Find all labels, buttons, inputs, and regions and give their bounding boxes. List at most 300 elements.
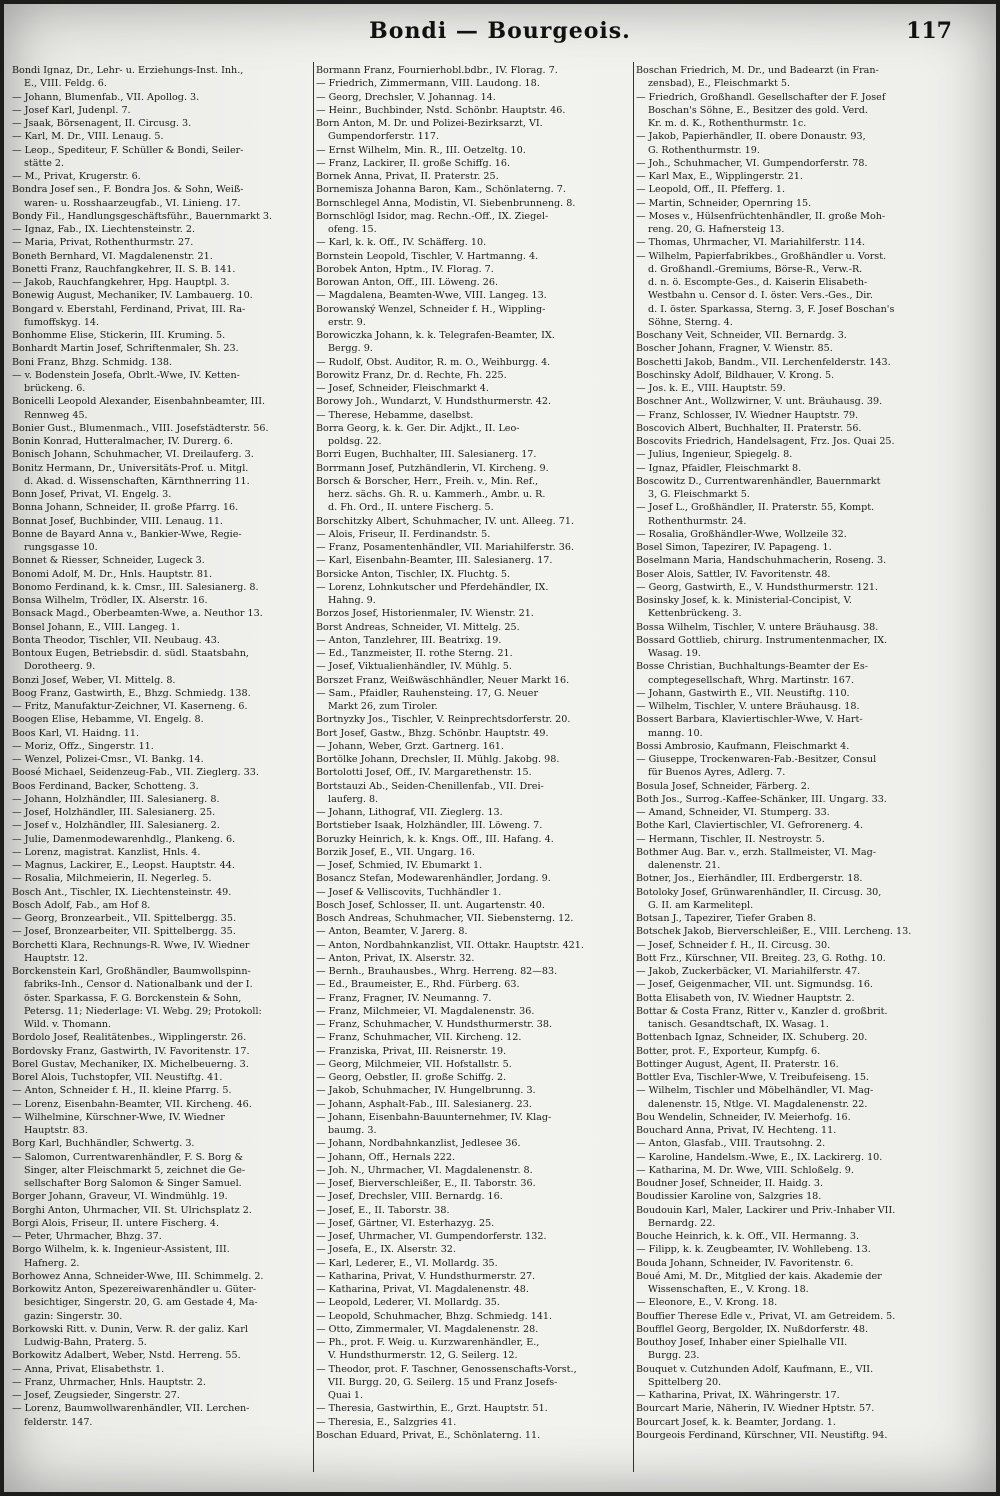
directory-entry-line: Singer, alter Fleischmarkt 5, zeichnet die Ge- xyxy=(24,1164,246,1176)
directory-entry-line: Boruzky Heinrich, k. k. Kngs. Off., III. Hafang. 4. xyxy=(316,833,554,845)
directory-entry-line: — Friedrich, Zimmermann, VIII. Laudong. 18. xyxy=(316,78,540,90)
directory-entry-line: — Franz, Uhrmacher, Hnls. Hauptstr. 2. xyxy=(12,1376,206,1388)
directory-entry-line: Borsicke Anton, Tischler, IX. Fluchtg. 5. xyxy=(316,568,511,580)
directory-entry-line: — Karl, Eisenbahn-Beamter, III. Salesianerg. 17. xyxy=(316,555,553,567)
directory-entry-line: Bort Josef, Gastw., Bhzg. Schönbr. Hauptstr. 49. xyxy=(316,727,549,739)
directory-entry-line: Botsan J., Tapezirer, Tiefer Graben 8. xyxy=(636,913,817,924)
directory-entry-line: Bouda Johann, Schneider, IV. Favoritenstr. 6. xyxy=(636,1257,854,1269)
directory-entry-line: Bonicelli Leopold Alexander, Eisenbahnbeamter, III. xyxy=(12,396,266,408)
directory-entry-line: herz. sächs. Gh. R. u. Kammerh., Ambr. u. R. xyxy=(328,489,546,500)
directory-entry-line: Boscowitz D., Currentwarenhändler, Bauernmarkt xyxy=(636,475,881,487)
directory-entry-line: Bonna Johann, Schneider, II. große Pfarrg. 16. xyxy=(12,502,239,514)
directory-entry-line: Boscovits Friedrich, Handelsagent, Frz. Jos. Quai 25. xyxy=(636,436,895,447)
directory-entry-line: Bosch Adolf, Fab., am Hof 8. xyxy=(12,899,151,911)
directory-entry-line: — Franz, Posamentenhändler, VII. Mariahilferstr. 36. xyxy=(316,542,575,553)
directory-entry-line: Borowitz Franz, Dr. d. Rechte, Fh. 225. xyxy=(316,369,507,381)
directory-entry-line: Bonitz Hermann, Dr., Universitäts-Prof. u. Mitgl. xyxy=(12,462,249,474)
directory-entry-line: Bortstauzi Ab., Seiden-Chenillenfab., VII. Drei- xyxy=(316,780,544,792)
directory-entry-line: Boselmann Maria, Handschuhmacherin, Roseng. 3. xyxy=(636,555,887,567)
directory-entry-line: — Josef v., Holzhändler, III. Salesianerg. 2. xyxy=(12,820,220,832)
directory-entry-line: — Ph., prot. F. Weig. u. Kurzwarenhändler, E., xyxy=(316,1337,540,1348)
directory-entry-line: Bortolotti Josef, Off., IV. Margarethenstr. 15. xyxy=(316,767,532,779)
directory-entry-line: — Johann, Eisenbahn-Bauunternehmer, IV. Klag- xyxy=(316,1111,552,1123)
directory-entry-line: Boschan's Söhne, E., Besitzer des gold. Verd. xyxy=(648,104,868,116)
directory-entry-line: dalenenstr. 21. xyxy=(648,860,721,871)
directory-entry-line: Botta Elisabeth von, IV. Wiedner Hauptstr. 2. xyxy=(636,992,855,1004)
directory-entry-line: Bottler Eva, Tischler-Wwe, V. Treibufeiseng. 15. xyxy=(636,1072,869,1083)
directory-entry-line: — Thomas, Uhrmacher, VI. Mariahilferstr. 114. xyxy=(636,237,865,249)
directory-entry-line: d. Großhandl.-Gremiums, Börse-R., Verw.-R. xyxy=(648,263,863,275)
directory-entry-line: tanisch. Gesandtschaft, IX. Wasag. 1. xyxy=(648,1019,829,1030)
directory-entry-line: V. Hundsthurmerstr. 12, G. Seilerg. 12. xyxy=(328,1350,518,1362)
directory-entry-line: — Johann, Holzhändler, III. Salesianerg. 8. xyxy=(12,793,220,805)
directory-entry-line: felderstr. 147. xyxy=(24,1416,93,1428)
page-header xyxy=(4,18,996,54)
directory-entry-line: — Filipp, k. k. Zeugbeamter, IV. Wohllebeng. 13. xyxy=(636,1244,871,1256)
directory-entry-line: Bornemisza Johanna Baron, Kam., Schönlaterng. 7. xyxy=(316,184,566,196)
directory-entry-line: Bonomi Adolf, M. Dr., Hnls. Hauptstr. 81. xyxy=(12,568,213,580)
directory-entry-line: — Leopold, Lederer, VI. Mollardg. 35. xyxy=(316,1297,500,1309)
directory-entry-line: — Franz, Lackirer, II. große Schiffg. 16. xyxy=(316,157,511,169)
directory-entry-line: Boog Franz, Gastwirth, E., Bhzg. Schmiedg. 138. xyxy=(12,687,251,699)
directory-entry-line: — Georg, Bronzearbeit., VII. Spittelbergg. 35. xyxy=(12,913,236,924)
directory-entry-line: Bourgeois Ferdinand, Kürschner, VII. Neustiftg. 94. xyxy=(636,1429,888,1441)
directory-entry-line: — Julius, Ingenieur, Spiegelg. 8. xyxy=(636,449,793,461)
directory-entry-line: waren- u. Rosshaarzeugfab., VI. Linieng. 17. xyxy=(24,197,241,209)
directory-entry-line: Bordovsky Franz, Gastwirth, IV. Favoritenstr. 17. xyxy=(12,1045,250,1057)
directory-entry-line: VII. Burgg. 20, G. Seilerg. 15 und Franz Josefs- xyxy=(328,1376,558,1388)
directory-entry-line: ofeng. 15. xyxy=(328,224,377,235)
directory-entry-line: Hafnerg. 2. xyxy=(24,1257,80,1269)
directory-entry-line: Wissenschaften, E., V. Krong. 18. xyxy=(648,1284,809,1295)
directory-entry-line: Söhne, Sterng. 4. xyxy=(648,316,733,328)
directory-entry-line: Boser Alois, Sattler, IV. Favoritenstr. 48. xyxy=(636,568,831,580)
directory-entry-line: Borhowez Anna, Schneider-Wwe, III. Schimmelg. 2. xyxy=(12,1270,264,1282)
running-head: Bondi — Bourgeois. xyxy=(369,18,631,44)
directory-entry-line: Boudissier Karoline von, Salzgries 18. xyxy=(636,1191,822,1203)
directory-entry-line: Borghi Anton, Uhrmacher, VII. St. Ulrichsplatz 2. xyxy=(12,1204,252,1216)
directory-entry-line: — Katharina, Privat, IX. Währingerstr. 17. xyxy=(636,1390,840,1401)
directory-entry-line: d. n. ö. Escompte-Ges., d. Kaiserin Elisabeth- xyxy=(648,277,868,288)
directory-entry-line: G. Rothenthurmstr. 19. xyxy=(648,144,760,156)
directory-entry-line: zensbad), E., Fleischmarkt 5. xyxy=(648,78,791,90)
directory-entry-line: Borger Johann, Graveur, VI. Windmühlg. 19. xyxy=(12,1191,228,1203)
directory-entry-line: — Johann, Off., Hernals 222. xyxy=(316,1151,456,1163)
directory-entry-line: — Johann, Blumenfab., VII. Apollog. 3. xyxy=(12,91,200,103)
directory-entry-line: Hauptstr. 83. xyxy=(24,1125,88,1136)
directory-entry-line: — Georg, Drechsler, V. Johannag. 14. xyxy=(316,91,496,103)
directory-entry-line: Quai 1. xyxy=(328,1390,364,1401)
directory-entry-line: lauferg. 8. xyxy=(328,793,379,805)
directory-entry-line: — Jsaak, Börsenagent, II. Circusg. 3. xyxy=(12,118,192,129)
directory-entry-line: poldsg. 22. xyxy=(328,436,382,447)
directory-entry-line: — M., Privat, Krugerstr. 6. xyxy=(12,171,141,182)
directory-entry-line: Bossard Gottlieb, chirurg. Instrumentenmacher, IX. xyxy=(636,634,888,646)
directory-entry-line: Bormann Franz, Fournierhobl.bdbr., IV. Florag. 7. xyxy=(316,65,558,76)
directory-entry-line: Bornstein Leopold, Tischler, V. Hartmanng. 4. xyxy=(316,250,539,262)
directory-entry-line: — Franziska, Privat, III. Reisnerstr. 19. xyxy=(316,1045,507,1057)
directory-entry-line: fabriks-Inh., Censor d. Nationalbank und der I. xyxy=(24,979,253,991)
directory-entry-line: Borra Georg, k. k. Ger. Dir. Adjkt., II. Leo- xyxy=(316,422,520,434)
directory-entry-line: Bonsack Magd., Oberbeamten-Wwe, a. Neuthor 13. xyxy=(12,608,263,620)
directory-entry-line: Bonier Gust., Blumenmach., VIII. Josefstädterstr. 56. xyxy=(12,422,269,434)
directory-entry-line: Bouffier Therese Edle v., Privat, VI. am Getreidem. 5. xyxy=(636,1310,896,1322)
directory-entry-line: — Ignaz, Pfaidler, Fleischmarkt 8. xyxy=(636,462,802,474)
directory-entry-line: — Karl, k. k. Off., IV. Schäfferg. 10. xyxy=(316,237,487,249)
directory-entry-line: — Martin, Schneider, Opernring 15. xyxy=(636,197,812,209)
directory-entry-line: Bou Wendelin, Schneider, IV. Meierhofg. 16. xyxy=(636,1111,851,1123)
directory-entry-line: Bosch Ant., Tischler, IX. Liechtensteinstr. 49. xyxy=(12,886,232,898)
directory-page xyxy=(4,4,996,1492)
directory-entry-line: — Franz, Schuhmacher, VII. Kircheng. 12. xyxy=(316,1032,522,1044)
directory-entry-line: Bonhomme Elise, Stickerin, III. Kruming. 5. xyxy=(12,330,226,341)
directory-entry-line: Dorotheerg. 9. xyxy=(24,661,96,673)
directory-entry-line: — Wilhelmine, Kürschner-Wwe, IV. Wiedner xyxy=(12,1111,225,1123)
directory-entry-line: Bortstieber Isaak, Holzhändler, III. Löweng. 7. xyxy=(316,820,543,832)
directory-entry-line: — Magnus, Lackirer, E., Leopst. Hauptstr. 44. xyxy=(12,860,235,871)
directory-entry-line: — Theresia, Gastwirthin, E., Grzt. Hauptstr. 51. xyxy=(316,1403,548,1415)
directory-entry-line: Bothmer Aug. Bar. v., erzh. Stallmeister, VI. Mag- xyxy=(636,846,877,858)
directory-entry-line: Bosch Andreas, Schuhmacher, VII. Siebensterng. 12. xyxy=(316,913,574,924)
directory-entry-line: Bergg. 9. xyxy=(328,343,373,355)
directory-entry-line: Wasag. 19. xyxy=(648,648,701,659)
directory-entry-line: — Leop., Spediteur, F. Schüller & Bondi, Seiler- xyxy=(12,144,244,156)
directory-entry-line: Burgg. 23. xyxy=(648,1350,700,1362)
directory-entry-line: Borzik Josef, E., VII. Ungarg. 16. xyxy=(316,846,475,858)
directory-entry-line: Bouthoy Josef, Inhaber einer Spielhalle VII. xyxy=(636,1337,848,1348)
directory-entry-line: Both Jos., Surrog.-Kaffee-Schänker, III. Ungarg. 33. xyxy=(636,793,887,805)
directory-entry-line: Borschitzky Albert, Schuhmacher, IV. unt. Alleeg. 71. xyxy=(316,515,575,527)
directory-entry-line: — Leopold, Off., II. Pfefferg. 1. xyxy=(636,184,786,196)
directory-entry-line: Bosch Josef, Schlosser, II. unt. Augartenstr. 40. xyxy=(316,899,545,911)
directory-entry-line: Bondy Fil., Handlungsgeschäftsführ., Bauernmarkt 3. xyxy=(12,210,273,222)
directory-entry-line: — Anton, Privat, IX. Alserstr. 32. xyxy=(316,952,475,964)
directory-entry-line: rungsgasse 10. xyxy=(24,542,98,553)
directory-entry-line: Rothenthurmstr. 24. xyxy=(648,515,747,527)
directory-column-2 xyxy=(316,64,632,1484)
directory-entry-line: — Lorenz, Baumwollwarenhändler, VII. Lerchen- xyxy=(12,1403,250,1415)
directory-entry-line: Born Anton, M. Dr. und Polizei-Bezirksarzt, VI. xyxy=(316,118,543,129)
directory-entry-line: Borobek Anton, Hptm., IV. Florag. 7. xyxy=(316,263,494,275)
page-number: 117 xyxy=(906,18,952,44)
directory-entry-line: — Fritz, Manufaktur-Zeichner, VI. Kaserneng. 6. xyxy=(12,701,248,712)
directory-entry-line: comptegesellschaft, Whrg. Martinstr. 167. xyxy=(648,674,855,686)
directory-entry-line: Borgo Wilhelm, k. k. Ingenieur-Assistent, III. xyxy=(12,1244,230,1256)
directory-entry-line: Wild. v. Thomann. xyxy=(24,1019,112,1030)
directory-entry-line: Rennweg 45. xyxy=(24,409,88,421)
directory-entry-line: Bonzi Josef, Weber, VI. Mittelg. 8. xyxy=(12,674,176,686)
directory-entry-line: Botschek Jakob, Bierverschleißer, E., VIII. Lercheng. 13. xyxy=(636,926,912,938)
directory-entry-line: Botter, prot. F., Exporteur, Kumpfg. 6. xyxy=(636,1045,821,1057)
directory-entry-line: Bonnet & Riesser, Schneider, Lugeck 3. xyxy=(12,555,205,567)
directory-entry-line: — Georg, Milchmeier, VII. Hofstallstr. 5. xyxy=(316,1058,512,1070)
directory-entry-line: Bourcart Marie, Näherin, IV. Wiedner Hptstr. 57. xyxy=(636,1403,875,1415)
directory-entry-line: — Anton, Beamter, V. Jarerg. 8. xyxy=(316,926,468,938)
directory-entry-line: Borel Gustav, Mechaniker, IX. Michelbeuerng. 3. xyxy=(12,1058,249,1070)
directory-entry-line: — Theresia, E., Salzgries 41. xyxy=(316,1416,457,1428)
directory-entry-line: manng. 10. xyxy=(648,727,703,739)
directory-entry-line: — v. Bodenstein Josefa, Obrlt.-Wwe, IV. Ketten- xyxy=(12,369,240,381)
directory-entry-line: — Ernst Wilhelm, Min. R., III. Oetzeltg. 10. xyxy=(316,144,526,156)
directory-entry-line: Boogen Elise, Hebamme, VI. Engelg. 8. xyxy=(12,714,204,726)
directory-entry-line: sellschafter Borg Salomon & Singer Samuel. xyxy=(24,1178,242,1189)
directory-entry-line: Bonhardt Martin Josef, Schriftenmaler, Sh. 23. xyxy=(12,343,239,355)
directory-entry-line: — Josef, Bierverschleißer, E., II. Taborstr. 36. xyxy=(316,1178,536,1189)
directory-entry-line: — Peter, Uhrmacher, Bhzg. 37. xyxy=(12,1231,162,1242)
directory-entry-line: Bonsel Johann, E., VIII. Langeg. 1. xyxy=(12,621,180,633)
directory-entry-line: d. Fh. Ord., II. untere Fischerg. 5. xyxy=(328,502,494,514)
directory-entry-line: Borszet Franz, Weißwäschhändler, Neuer Markt 16. xyxy=(316,674,570,686)
directory-entry-line: — Anton, Nordbahnkanzlist, VII. Ottakr. Hauptstr. 421. xyxy=(316,939,584,951)
directory-entry-line: — Josefa, E., IX. Alserstr. 32. xyxy=(316,1244,456,1256)
directory-entry-line: Borowiczka Johann, k. k. Telegrafen-Beamter, IX. xyxy=(316,330,555,341)
directory-entry-line: Bottar & Costa Franz, Ritter v., Kanzler d. großbrit. xyxy=(636,1005,888,1017)
directory-entry-line: — Maria, Privat, Rothenthurmstr. 27. xyxy=(12,237,194,249)
directory-entry-line: — Anna, Privat, Elisabethstr. 1. xyxy=(12,1363,165,1375)
directory-entry-line: d. I. öster. Sparkassa, Sterng. 3, F. Josef Boschan's xyxy=(648,303,895,315)
directory-entry-line: Botoloky Josef, Grünwarenhändler, II. Circusg. 30, xyxy=(636,886,882,898)
column-divider xyxy=(313,62,314,1472)
directory-entry-line: Borst Andreas, Schneider, VI. Mittelg. 25. xyxy=(316,621,520,633)
directory-entry-line: — Josef, Viktualienhändler, IV. Mühlg. 5. xyxy=(316,661,512,673)
directory-entry-line: Bonnat Josef, Buchbinder, VIII. Lenaug. 11. xyxy=(12,515,223,527)
directory-entry-line: reng. 20, G. Hafnersteig 13. xyxy=(648,224,785,235)
directory-entry-line: Boschany Veit, Schneider, VII. Bernardg. 3. xyxy=(636,330,847,341)
directory-entry-line: — Giuseppe, Trockenwaren-Fab.-Besitzer, Consul xyxy=(636,754,877,765)
directory-entry-line: Bothe Karl, Claviertischler, VI. Gefrorenerg. 4. xyxy=(636,820,864,832)
directory-entry-line: Boufflel Georg, Bergolder, IX. Nußdorferstr. 48. xyxy=(636,1323,869,1335)
directory-entry-line: baumg. 3. xyxy=(328,1125,377,1136)
directory-entry-line: — Julie, Damenmodewarenhdlg., Plankeng. 6. xyxy=(12,833,236,845)
directory-entry-line: — Lorenz, Eisenbahn-Beamter, VII. Kircheng. 46. xyxy=(12,1098,252,1110)
directory-entry-line: — Bernh., Brauhausbes., Whrg. Herreng. 82—83. xyxy=(316,966,558,977)
directory-entry-line: Boni Franz, Bhzg. Schmidg. 138. xyxy=(12,356,172,368)
directory-entry-line: Bornek Anna, Privat, II. Praterstr. 25. xyxy=(316,171,499,182)
directory-entry-line: Bondra Josef sen., F. Bondra Jos. & Sohn, Weiß- xyxy=(12,184,244,196)
directory-entry-line: Bonewig August, Mechaniker, IV. Lambauerg. 10. xyxy=(12,290,253,302)
directory-entry-line: Bornschlegel Anna, Modistin, VI. Siebenbrunneng. 8. xyxy=(316,197,576,209)
directory-entry-line: Boschner Ant., Wollzwirner, V. unt. Bräuhausg. 39. xyxy=(636,396,883,408)
directory-entry-line: — Theodor, prot. F. Taschner, Genossenschafts-Vorst., xyxy=(316,1363,577,1375)
directory-entry-line: — Johann, Nordbahnkanzlist, Jedlesee 36. xyxy=(316,1138,521,1150)
directory-entry-line: Bonne de Bayard Anna v., Bankier-Wwe, Regie- xyxy=(12,528,242,540)
directory-entry-line: Kr. m. d. K., Rothenthurmstr. 1c. xyxy=(648,118,807,129)
directory-entry-line: Borzos Josef, Historienmaler, IV. Wienstr. 21. xyxy=(316,608,534,620)
directory-entry-line: Bouchard Anna, Privat, IV. Hechteng. 11. xyxy=(636,1125,837,1136)
directory-entry-line: — Ed., Braumeister, E., Rhd. Fürberg. 63. xyxy=(316,979,520,991)
directory-column-3 xyxy=(636,64,968,1484)
directory-entry-line: Bonin Konrad, Hutteralmacher, IV. Durerg. 6. xyxy=(12,436,233,447)
directory-entry-line: öster. Sparkassa, F. G. Borckenstein & Sohn, xyxy=(24,992,242,1004)
directory-entry-line: Bonn Josef, Privat, VI. Engelg. 3. xyxy=(12,489,172,500)
directory-entry-line: — Lorenz, Lohnkutscher und Pferdehändler, IX. xyxy=(316,581,549,593)
directory-entry-line: — Hermann, Tischler, II. Nestroystr. 5. xyxy=(636,833,825,845)
directory-entry-line: — Sam., Pfaidler, Rauhensteing. 17, G. Neuer xyxy=(316,687,539,699)
directory-entry-line: Bosel Simon, Tapezirer, IV. Papageng. 1. xyxy=(636,542,832,553)
directory-entry-line: Botner, Jos., Eierhändler, III. Erdbergerstr. 18. xyxy=(636,873,863,885)
directory-entry-line: Bott Frz., Kürschner, VII. Breiteg. 23, G. Rothg. 10. xyxy=(636,952,886,964)
directory-entry-line: Hahng. 9. xyxy=(328,595,376,606)
directory-entry-line: — Karoline, Handelsm.-Wwe, E., IX. Lackirerg. 10. xyxy=(636,1151,883,1163)
directory-entry-line: Bosula Josef, Schneider, Färberg. 2. xyxy=(636,780,810,792)
directory-column-1 xyxy=(12,64,312,1484)
directory-entry-line: Bossert Barbara, Klaviertischler-Wwe, V. Hart- xyxy=(636,714,863,726)
directory-entry-line: Bontoux Eugen, Betriebsdir. d. südl. Staatsbahn, xyxy=(12,648,249,659)
directory-entry-line: Markt 26, zum Tiroler. xyxy=(328,701,438,712)
directory-entry-line: d. Akad. d. Wissenschaften, Kärnthnerring 11. xyxy=(24,475,250,487)
directory-entry-line: — Rosalia, Großhändler-Wwe, Wollzeile 32. xyxy=(636,528,847,540)
directory-entry-line: — Wilhelm, Tischler und Möbelhändler, VI. Mag- xyxy=(636,1085,874,1097)
directory-entry-line: — Moriz, Offz., Singerstr. 11. xyxy=(12,740,154,752)
directory-entry-line: Bouche Heinrich, k. k. Off., VII. Hermanng. 3. xyxy=(636,1231,859,1242)
directory-entry-line: E., VIII. Feldg. 6. xyxy=(24,78,107,90)
directory-entry-line: — Josef L., Großhändler, II. Praterstr. 55, Kompt. xyxy=(636,502,875,514)
directory-entry-line: Boudner Josef, Schneider, II. Haidg. 3. xyxy=(636,1178,824,1189)
directory-entry-line: — Heinr., Buchbinder, Nstd. Schönbr. Hauptstr. 46. xyxy=(316,104,566,116)
directory-entry-line: Bouquet v. Cutzhunden Adolf, Kaufmann, E., VII. xyxy=(636,1363,874,1375)
directory-entry-line: — Magdalena, Beamten-Wwe, VIII. Langeg. 13. xyxy=(316,290,547,302)
directory-entry-line: erstr. 9. xyxy=(328,316,366,328)
directory-entry-line: — Rudolf, Obst. Auditor, R. m. O., Weihburgg. 4. xyxy=(316,356,551,368)
directory-entry-line: Borowan Anton, Off., III. Löweng. 26. xyxy=(316,277,499,288)
directory-entry-line: — Karl, Lederer, E., VI. Mollardg. 35. xyxy=(316,1257,498,1269)
directory-entry-line: Bordolo Josef, Realitätenbes., Wipplingerstr. 26. xyxy=(12,1032,247,1044)
directory-entry-line: — Josef & Velliscovits, Tuchhändler 1. xyxy=(316,886,502,898)
directory-entry-line: Bosse Christian, Buchhaltungs-Beamter der Es- xyxy=(636,661,869,673)
directory-entry-line: Bottinger August, Agent, II. Praterstr. 16. xyxy=(636,1058,839,1070)
directory-entry-line: — Jakob, Schuhmacher, IV. Hungelbrunng. 3. xyxy=(316,1085,536,1097)
directory-entry-line: gazin: Singerstr. 30. xyxy=(24,1310,123,1322)
directory-entry-line: Bourcart Josef, k. k. Beamter, Jordang. 1. xyxy=(636,1416,836,1428)
directory-entry-line: Spittelberg 20. xyxy=(648,1376,722,1388)
directory-entry-line: Borckenstein Karl, Großhändler, Baumwollspinn- xyxy=(12,966,251,977)
directory-entry-line: — Ed., Tanzmeister, II. rothe Sterng. 21. xyxy=(316,648,513,659)
directory-entry-line: — Johann, Asphalt-Fab., III. Salesianerg. 23. xyxy=(316,1098,532,1110)
directory-entry-line: Bongard v. Eberstahl, Ferdinand, Privat, III. Ra- xyxy=(12,303,246,315)
directory-entry-line: Bernardg. 22. xyxy=(648,1217,716,1229)
directory-entry-line: Borkowitz Adalbert, Weber, Nstd. Herreng. 55. xyxy=(12,1350,241,1362)
directory-entry-line: Boschan Eduard, Privat, E., Schönlaterng. 11. xyxy=(316,1429,541,1441)
directory-entry-line: Boos Karl, VI. Haidng. 11. xyxy=(12,727,140,739)
directory-entry-line: Bornschlögl Isidor, mag. Rechn.-Off., IX. Ziegel- xyxy=(316,210,549,222)
directory-entry-line: Boschinsky Adolf, Bildhauer, V. Krong. 5. xyxy=(636,369,835,381)
directory-entry-line: — Anton, Glasfab., VIII. Trautsohng. 2. xyxy=(636,1138,826,1150)
directory-entry-line: — Johann, Lithograf, VII. Zieglerg. 13. xyxy=(316,807,503,818)
directory-entry-line: — Friedrich, Großhandl. Gesellschafter der F. Josef xyxy=(636,91,886,103)
directory-entry-line: Bossa Wilhelm, Tischler, V. untere Bräuhausg. 38. xyxy=(636,621,879,633)
directory-entry-line: Kettenbrückeng. 3. xyxy=(648,608,742,620)
directory-entry-line: — Johann, Weber, Grzt. Gartnerg. 161. xyxy=(316,740,504,752)
directory-entry-line: Bonisch Johann, Schuhmacher, VI. Dreilauferg. 3. xyxy=(12,449,254,461)
directory-entry-line: — Joh., Schuhmacher, VI. Gumpendorferstr. 78. xyxy=(636,157,868,169)
directory-entry-line: — Josef, Gärtner, VI. Esterhazyg. 25. xyxy=(316,1217,495,1229)
directory-entry-line: Borowanský Wenzel, Schneider f. H., Wippling- xyxy=(316,303,546,315)
directory-entry-line: Ludwig-Bahn, Praterg. 5. xyxy=(24,1337,147,1348)
directory-entry-line: Borchetti Klara, Rechnungs-R. Wwe, IV. Wiedner xyxy=(12,939,250,951)
directory-entry-line: Borkowitz Anton, Spezereiwarenhändler u. Güter- xyxy=(12,1284,257,1295)
directory-entry-line: — Jakob, Zuckerbäcker, VI. Mariahilferstr. 47. xyxy=(636,966,861,977)
directory-entry-line: Boneth Bernhard, VI. Magdalenenstr. 21. xyxy=(12,250,213,262)
directory-entry-line: Bonta Theodor, Tischler, VII. Neubaug. 43. xyxy=(12,634,220,646)
directory-entry-line: — Katharina, Privat, V. Hundsthurmerstr. 27. xyxy=(316,1270,536,1282)
directory-entry-line: — Lorenz, magistrat. Kanzlist, Hnls. 4. xyxy=(12,846,201,858)
directory-entry-line: — Moses v., Hülsenfrüchtenhändler, II. große Moh- xyxy=(636,210,886,222)
directory-entry-line: dalenenstr. 15, Ntlge. VI. Magdalenenstr. 22. xyxy=(648,1098,868,1110)
directory-entry-line: 3, G. Fleischmarkt 5. xyxy=(648,489,750,500)
directory-entry-line: — Amand, Schneider, VI. Stumperg. 33. xyxy=(636,807,830,818)
directory-entry-line: Borsch & Borscher, Herr., Freih. v., Min. Ref., xyxy=(316,475,539,487)
directory-entry-line: Hauptstr. 12. xyxy=(24,952,88,964)
directory-entry-line: Bortnyzky Jos., Tischler, V. Reinprechtsdorferstr. 20. xyxy=(316,714,571,726)
directory-entry-line: Boscher Johann, Fragner, V. Wienstr. 85. xyxy=(636,343,833,355)
directory-entry-line: — Johann, Gastwirth E., VII. Neustiftg. 110. xyxy=(636,687,850,699)
directory-entry-line: — Josef, Schmied, IV. Ebumarkt 1. xyxy=(316,860,483,871)
directory-entry-line: — Franz, Schuhmacher, V. Hundsthurmerstr. 38. xyxy=(316,1019,553,1030)
directory-entry-line: — Karl, M. Dr., VIII. Lenaug. 5. xyxy=(12,131,164,143)
directory-entry-line: Boschetti Jakob, Bandm., VII. Lerchenfelderstr. 143. xyxy=(636,356,891,368)
directory-entry-line: — Josef, Uhrmacher, VI. Gumpendorferstr. 132. xyxy=(316,1231,547,1242)
directory-entry-line: — Anton, Schneider f. H., II. kleine Pfarrg. 5. xyxy=(12,1085,232,1097)
directory-entry-line: — Katharina, M. Dr. Wwe, VIII. Schloßelg. 9. xyxy=(636,1164,854,1176)
directory-entry-line: — Wilhelm, Papierfabrikbes., Großhändler u. Vorst. xyxy=(636,250,887,262)
directory-entry-line: — Ignaz, Fab., IX. Liechtensteinstr. 2. xyxy=(12,224,196,235)
directory-entry-line: — Eleonore, E., V. Krong. 18. xyxy=(636,1297,778,1309)
directory-entry-line: Bosinsky Josef, k. k. Ministerial-Concipist, V. xyxy=(636,595,852,606)
directory-entry-line: — Josef, Bronzearbeiter, VII. Spittelbergg. 35. xyxy=(12,926,236,938)
directory-entry-line: — Jakob, Papierhändler, II. obere Donaustr. 93, xyxy=(636,131,866,143)
directory-entry-line: stätte 2. xyxy=(24,157,65,169)
directory-entry-line: — Rosalia, Milchmeierin, II. Negerleg. 5. xyxy=(12,873,212,885)
directory-entry-line: — Josef, Zeugsieder, Singerstr. 27. xyxy=(12,1390,180,1401)
directory-entry-line: Bondi Ignaz, Dr., Lehr- u. Erziehungs-Inst. Inh., xyxy=(12,65,244,76)
directory-entry-line: — Wilhelm, Tischler, V. untere Bräuhausg. 18. xyxy=(636,701,860,712)
directory-entry-line: — Anton, Tanzlehrer, III. Beatrixg. 19. xyxy=(316,634,502,646)
directory-entry-line: — Josef, Drechsler, VIII. Bernardg. 16. xyxy=(316,1191,503,1203)
directory-entry-line: — Georg, Gastwirth, E., V. Hundsthurmerstr. 121. xyxy=(636,581,878,593)
directory-entry-line: — Franz, Fragner, IV. Neumanng. 7. xyxy=(316,992,492,1004)
directory-entry-line: Boscovich Albert, Buchhalter, II. Praterstr. 56. xyxy=(636,422,862,434)
directory-entry-line: Boos Ferdinand, Backer, Schotteng. 3. xyxy=(12,780,199,792)
directory-entry-line: für Buenos Ayres, Adlerg. 7. xyxy=(648,767,786,779)
directory-entry-line: Borg Karl, Buchhändler, Schwertg. 3. xyxy=(12,1138,195,1150)
directory-entry-line: Boudouin Karl, Maler, Lackirer und Priv.-Inhaber VII. xyxy=(636,1204,896,1216)
directory-entry-line: — Josef Karl, Judenpl. 7. xyxy=(12,104,131,116)
directory-entry-line: Bonsa Wilhelm, Trödler, IX. Alserstr. 16. xyxy=(12,595,208,606)
directory-entry-line: Borel Alois, Tuchstopfer, VII. Neustiftg. 41. xyxy=(12,1072,223,1083)
directory-entry-line: — Franz, Schlosser, IV. Wiedner Hauptstr. 79. xyxy=(636,409,859,421)
directory-entry-line: — Salomon, Currentwarenhändler, F. S. Borg & xyxy=(12,1151,244,1163)
directory-entry-line: Borrmann Josef, Putzhändlerin, VI. Kircheng. 9. xyxy=(316,462,549,474)
directory-entry-line: — Katharina, Privat, VI. Magdalenenstr. 48. xyxy=(316,1284,529,1295)
directory-entry-line: — Wenzel, Polizei-Cmsr., VI. Bankg. 14. xyxy=(12,754,204,765)
directory-entry-line: — Franz, Milchmeier, VI. Magdalenenstr. 36. xyxy=(316,1005,535,1017)
directory-entry-line: Bossi Ambrosio, Kaufmann, Fleischmarkt 4. xyxy=(636,740,850,752)
directory-entry-line: Westbahn u. Censor d. I. öster. Vers.-Ges., Dir. xyxy=(648,290,873,302)
directory-entry-line: — Therese, Hebamme, daselbst. xyxy=(316,409,474,421)
directory-entry-line: — Otto, Zimmermaler, VI. Magdalenenstr. 28. xyxy=(316,1323,539,1335)
directory-entry-line: Bonetti Franz, Rauchfangkehrer, II. S. B. 141. xyxy=(12,263,236,275)
directory-entry-line: — Josef, Holzhändler, III. Salesianerg. 25. xyxy=(12,807,216,818)
directory-entry-line: Borkowski Ritt. v. Dunin, Verw. R. der galiz. Karl xyxy=(12,1323,248,1335)
directory-entry-line: — Joh. N., Uhrmacher, VI. Magdalenenstr. 8. xyxy=(316,1164,533,1176)
directory-entry-line: — Georg, Oebstler, II. große Schiffg. 2. xyxy=(316,1072,507,1083)
directory-entry-line: — Josef, Schneider, Fleischmarkt 4. xyxy=(316,383,489,394)
column-divider xyxy=(633,62,634,1472)
directory-entry-line: Borri Eugen, Buchhalter, III. Salesianerg. 17. xyxy=(316,449,537,461)
directory-entry-line: Borowy Joh., Wundarzt, V. Hundsthurmerstr. 42. xyxy=(316,396,552,408)
directory-entry-line: Boschan Friedrich, M. Dr., und Badearzt (in Fran- xyxy=(636,65,879,76)
directory-entry-line: Bortölke Johann, Drechsler, II. Mühlg. Jakobg. 98. xyxy=(316,754,560,765)
